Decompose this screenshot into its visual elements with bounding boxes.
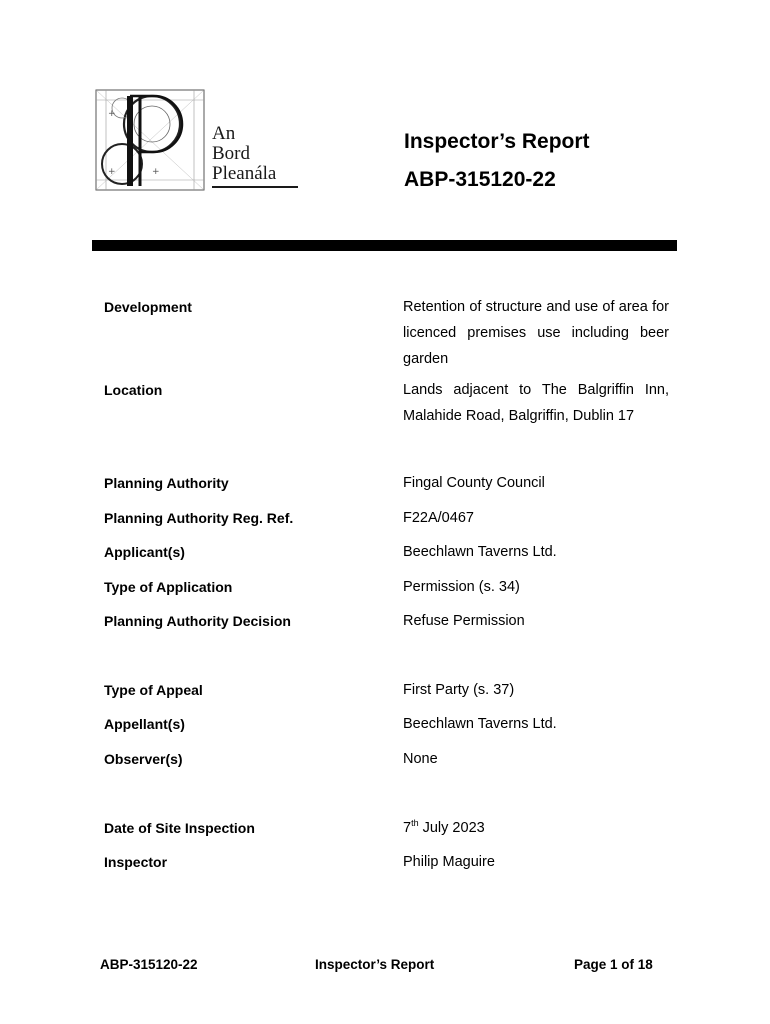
inspection-day-suffix: th <box>411 818 419 828</box>
location-label: Location <box>104 382 163 398</box>
svg-text:+: + <box>152 167 160 177</box>
header-divider <box>92 240 677 251</box>
decision-label: Planning Authority Decision <box>104 613 291 629</box>
applicant-value: Beechlawn Taverns Ltd. <box>403 544 557 560</box>
planning-authority-value: Fingal County Council <box>403 475 545 491</box>
applicant-label: Applicant(s) <box>104 544 185 560</box>
appeal-type-label: Type of Appeal <box>104 682 203 698</box>
an-bord-pleanala-logo <box>92 86 302 194</box>
application-type-label: Type of Application <box>104 579 233 595</box>
footer-title: Inspector’s Report <box>315 957 435 972</box>
appellant-value: Beechlawn Taverns Ltd. <box>403 716 557 732</box>
report-title: Inspector’s Report <box>404 130 590 153</box>
inspection-day: 7 <box>403 820 412 836</box>
logo-line-an: An <box>212 123 236 144</box>
application-type-value: Permission (s. 34) <box>403 579 520 595</box>
inspector-label: Inspector <box>104 854 168 870</box>
logo-wordmark <box>212 124 276 184</box>
observer-label: Observer(s) <box>104 751 183 767</box>
logo-line-bord: Bord <box>212 143 250 164</box>
logo-underline <box>212 186 298 188</box>
planning-authority-label: Planning Authority <box>104 475 229 491</box>
observer-value: None <box>403 751 438 767</box>
decision-value: Refuse Permission <box>403 613 525 629</box>
svg-text:+: + <box>108 167 116 177</box>
reg-ref-value: F22A/0467 <box>403 510 474 526</box>
inspector-value: Philip Maguire <box>403 854 495 870</box>
appeal-type-value: First Party (s. 37) <box>403 682 515 698</box>
footer-reference: ABP-315120-22 <box>100 957 198 972</box>
inspection-date-value <box>403 820 485 836</box>
inspection-month-year: July 2023 <box>418 820 485 836</box>
development-label: Development <box>104 299 192 315</box>
svg-text:+: + <box>108 109 116 119</box>
report-reference: ABP-315120-22 <box>404 168 556 191</box>
development-value: Retention of structure and use of area for licenced premises use including beer garden <box>403 299 669 367</box>
inspection-date-label: Date of Site Inspection <box>104 820 255 836</box>
footer-page-number: Page 1 of 18 <box>574 957 653 972</box>
appellant-label: Appellant(s) <box>104 716 185 732</box>
reg-ref-label: Planning Authority Reg. Ref. <box>104 510 294 526</box>
location-value: Lands adjacent to The Balgriffin Inn, Malahide Road, Balgriffin, Dublin 17 <box>403 382 669 424</box>
logo-p-emblem <box>92 86 208 194</box>
logo-line-pleanala: Pleanála <box>212 163 277 184</box>
